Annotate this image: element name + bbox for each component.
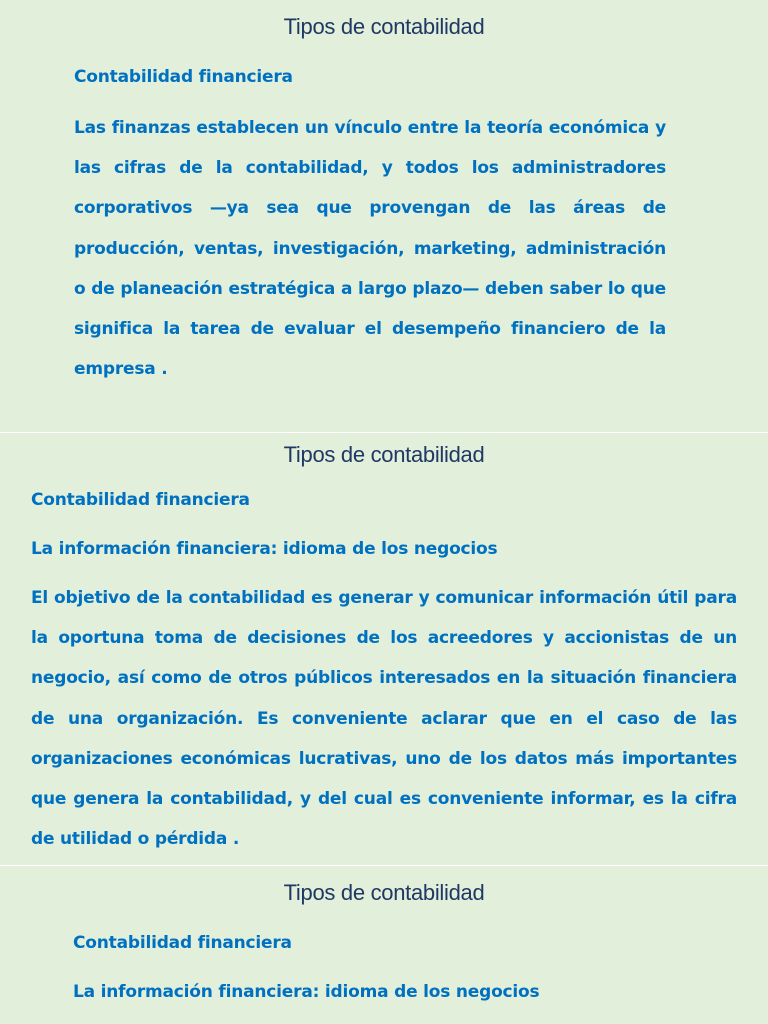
slide-2: [0, 433, 768, 865]
slide-1: [0, 0, 768, 432]
section-heading: Contabilidad financiera: [74, 67, 293, 87]
section-heading: Contabilidad financiera: [31, 490, 250, 510]
slide-3: [0, 866, 768, 1024]
section-subheading: La información financiera: idioma de los negocios: [73, 982, 540, 1002]
slide-title: Tipos de contabilidad: [283, 442, 485, 467]
section-subheading: La información financiera: idioma de los negocios: [31, 539, 498, 559]
section-heading: Contabilidad financiera: [73, 933, 292, 953]
slide-title: Tipos de contabilidad: [283, 880, 485, 905]
slide-title: Tipos de contabilidad: [283, 14, 485, 39]
body-paragraph: Las finanzas establecen un vínculo entre la teoría económica y las cifras de la contabilidad, y todos los administradores corporativos —ya sea que provengan de las áreas de producción, ventas, investigación, marketing, administración o de planeación estratégica a largo plazo— deben saber lo que significa la tarea de evaluar el desempeño financiero de la empresa .: [74, 118, 666, 380]
body-paragraph: El objetivo de la contabilidad es generar y comunicar información útil para la oportuna toma de decisiones de los acreedores y accionistas de un negocio, así como de otros públicos interesados en la situación financiera de una organización. Es conveniente aclarar que en el caso de las organizaciones económicas lucrativas, uno de los datos más importantes que genera la contabilidad, y del cual es conveniente informar, es la cifra de utilidad o pérdida .: [31, 588, 737, 850]
